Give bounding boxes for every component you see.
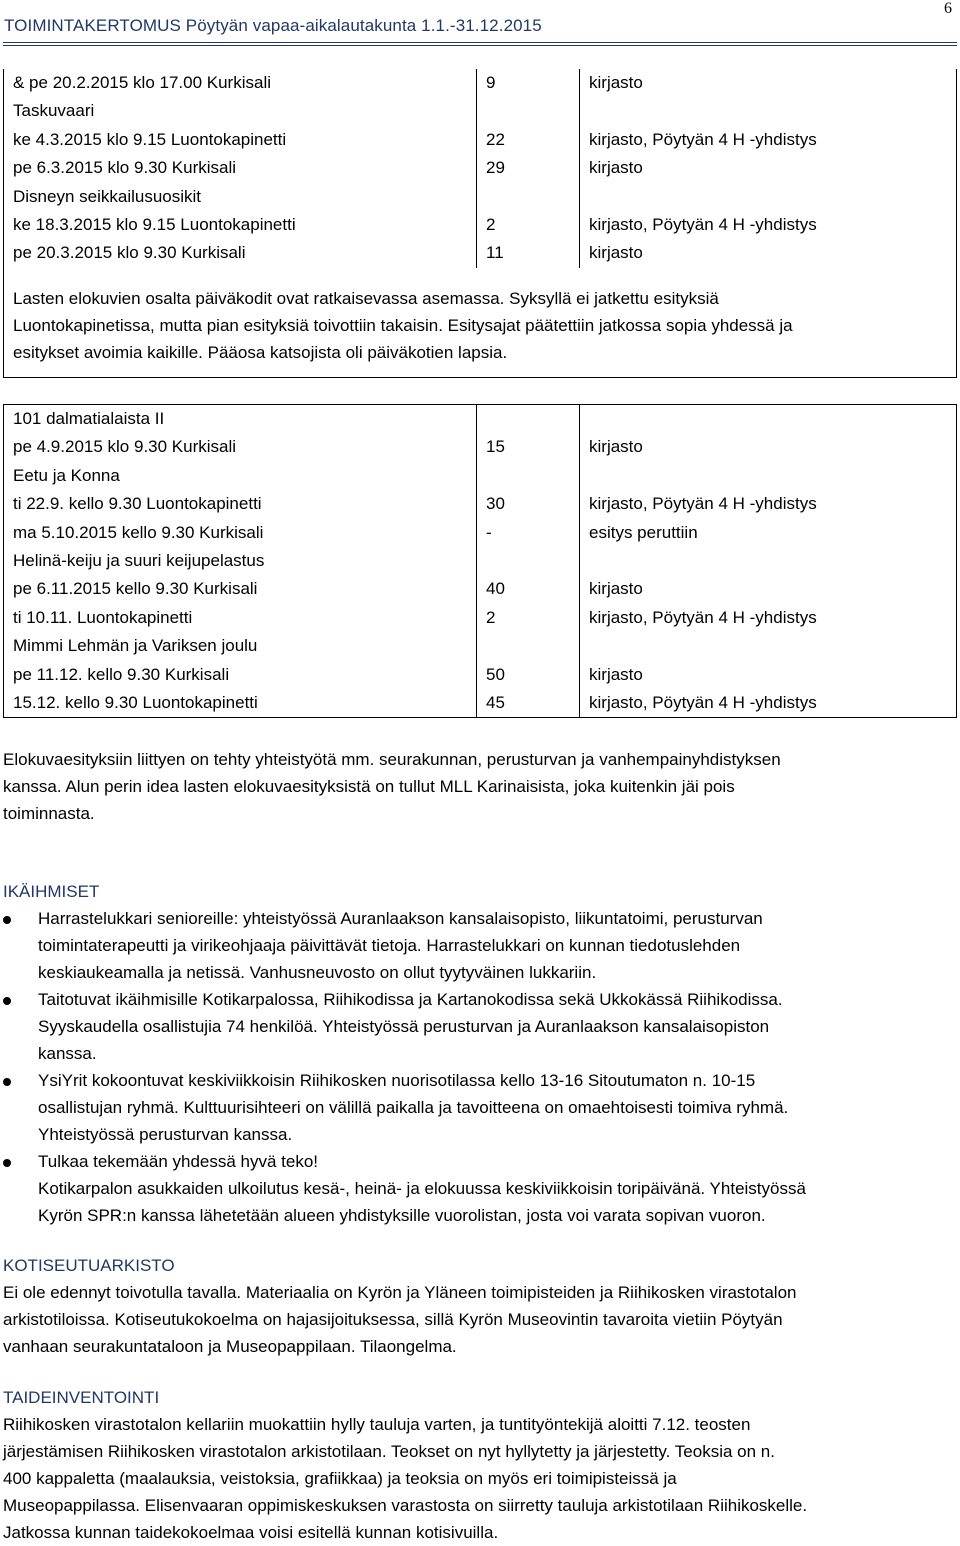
table-cell: - <box>477 519 580 547</box>
table-cell: 11 <box>477 239 580 267</box>
table-cell <box>477 97 580 125</box>
paragraph-line: vanhaan seurakuntataloon ja Museopappilaan. Tilaongelma. <box>3 1337 457 1356</box>
table-cell: 40 <box>477 575 580 603</box>
item-line: YsiYrit kokoontuvat keskiviikkoisin Riihikosken nuorisotilassa kello 13-16 Sitoutumaton n. 10-15 <box>38 1071 756 1090</box>
kotiseutuarkisto-paragraph <box>3 1279 953 1360</box>
item-line: kanssa. <box>38 1044 97 1063</box>
spring-note <box>3 268 957 378</box>
list-item <box>3 1148 953 1229</box>
table-row <box>4 547 957 575</box>
paragraph-line: toiminnasta. <box>3 804 95 823</box>
table-cell: kirjasto, Pöytyän 4 H -yhdistys <box>580 689 957 718</box>
cooperation-paragraph <box>3 746 953 827</box>
list-item <box>3 1067 953 1148</box>
table-cell <box>580 405 957 434</box>
table-cell: 15 <box>477 433 580 461</box>
table-row <box>4 239 957 267</box>
table-cell <box>580 547 957 575</box>
paragraph-line: arkistotiloissa. Kotiseutukokoelma on hajasijoituksessa, sillä Kyrön Museovintin tavaroita vietiin Pöytyän <box>3 1310 783 1329</box>
table-cell: kirjasto <box>580 69 957 97</box>
bullet-icon <box>3 1159 11 1167</box>
table-row <box>4 183 957 211</box>
table-cell: 30 <box>477 490 580 518</box>
table-row <box>4 490 957 518</box>
table-row <box>4 462 957 490</box>
table-row <box>4 661 957 689</box>
table-cell: kirjasto, Pöytyän 4 H -yhdistys <box>580 211 957 239</box>
table-cell <box>580 462 957 490</box>
paragraph-line: Ei ole edennyt toivotulla tavalla. Materiaalia on Kyrön ja Yläneen toimipisteiden ja Riihikosken virastotalon <box>3 1283 797 1302</box>
table-cell: kirjasto <box>580 239 957 267</box>
table-cell <box>477 183 580 211</box>
item-line: Taitotuvat ikäihmisille Kotikarpalossa, Riihikodissa ja Kartanokodissa sekä Ukkokässä Riihikodissa. <box>38 990 783 1009</box>
table-cell: pe 4.9.2015 klo 9.30 Kurkisali <box>4 433 477 461</box>
table-row <box>4 519 957 547</box>
page-number: 6 <box>944 0 952 17</box>
table-cell: pe 6.3.2015 klo 9.30 Kurkisali <box>4 154 477 182</box>
note-line: Lasten elokuvien osalta päiväkodit ovat ratkaisevassa asemassa. Syksyllä ei jatkettu esityksiä <box>13 289 719 308</box>
table-cell: kirjasto, Pöytyän 4 H -yhdistys <box>580 490 957 518</box>
table-cell: kirjasto <box>580 154 957 182</box>
header-rule <box>3 42 957 46</box>
table-cell: 101 dalmatialaista II <box>4 405 477 434</box>
table-row <box>4 126 957 154</box>
table-cell <box>580 183 957 211</box>
table-cell: kirjasto <box>580 433 957 461</box>
bullet-icon <box>3 1078 11 1086</box>
table-cell: Eetu ja Konna <box>4 462 477 490</box>
table-cell: ma 5.10.2015 kello 9.30 Kurkisali <box>4 519 477 547</box>
table-row <box>4 69 957 97</box>
table-cell: Taskuvaari <box>4 97 477 125</box>
table-row <box>4 154 957 182</box>
table-cell <box>477 462 580 490</box>
table-row <box>4 433 957 461</box>
table-cell: kirjasto, Pöytyän 4 H -yhdistys <box>580 604 957 632</box>
table-cell: ti 10.11. Luontokapinetti <box>4 604 477 632</box>
events-table-spring <box>3 69 957 268</box>
table-cell: 45 <box>477 689 580 718</box>
table-cell <box>477 405 580 434</box>
table-cell: 9 <box>477 69 580 97</box>
table-cell: ti 22.9. kello 9.30 Luontokapinetti <box>4 490 477 518</box>
paragraph-line: Jatkossa kunnan taidekokoelmaa voisi esitellä kunnan kotisivuilla. <box>3 1523 499 1542</box>
paragraph-line: järjestämisen Riihikosken virastotalon arkistotilaan. Teokset on nyt hyllytetty ja järjestetty. Teoksia on n. <box>3 1442 775 1461</box>
item-line: Kotikarpalon asukkaiden ulkoilutus kesä-, heinä- ja elokuussa keskiviikkoisin toripäivänä. Yhteistyössä <box>38 1179 806 1198</box>
paragraph-line: Museopappilassa. Elisenvaaran oppimiskeskuksen varastosta on siirretty tauluja arkistotilaan Riihikoskelle. <box>3 1496 808 1515</box>
table-cell: esitys peruttiin <box>580 519 957 547</box>
table-cell: & pe 20.2.2015 klo 17.00 Kurkisali <box>4 69 477 97</box>
table-cell: 2 <box>477 604 580 632</box>
table-cell: 22 <box>477 126 580 154</box>
paragraph-line: Riihikosken virastotalon kellariin muokattiin hylly tauluja varten, ja tuntityöntekijä aloitti 7.12. teosten <box>3 1415 751 1434</box>
table-cell: kirjasto <box>580 575 957 603</box>
list-item <box>3 986 953 1067</box>
taideinventointi-paragraph <box>3 1411 953 1546</box>
table-row <box>4 575 957 603</box>
table-cell: Mimmi Lehmän ja Variksen joulu <box>4 632 477 660</box>
item-line: Syyskaudella osallistujia 74 henkilöä. Yhteistyössä perusturvan ja Auranlaakson kansalaisopiston <box>38 1017 770 1036</box>
item-line: osallistujan ryhmä. Kulttuurisihteeri on välillä paikalla ja tavoitteena on omaehtoisesti toimiva ryhmä. <box>38 1098 789 1117</box>
table-row <box>4 632 957 660</box>
bullet-icon <box>3 997 11 1005</box>
table-cell: pe 11.12. kello 9.30 Kurkisali <box>4 661 477 689</box>
table-row <box>4 405 957 434</box>
section-heading-taideinventointi: TAIDEINVENTOINTI <box>3 1388 160 1407</box>
item-line: keskiaukeamalla ja netissä. Vanhusneuvosto on ollut tyytyväinen lukkariin. <box>38 963 597 982</box>
section-heading-ikaihmiset: IKÄIHMISET <box>3 882 100 901</box>
table-cell: 2 <box>477 211 580 239</box>
item-line: Harrastelukkari senioreille: yhteistyössä Auranlaakson kansalaisopisto, liikuntatoimi, perusturvan <box>38 909 763 928</box>
table-cell: ke 18.3.2015 klo 9.15 Luontokapinetti <box>4 211 477 239</box>
events-table-autumn <box>3 404 957 718</box>
item-line: toimintaterapeutti ja virikeohjaaja päivittävät tietoja. Harrastelukkari on kunnan tiedotuslehden <box>38 936 741 955</box>
section-heading-kotiseutuarkisto: KOTISEUTUARKISTO <box>3 1256 175 1275</box>
table-cell <box>477 632 580 660</box>
item-line: Yhteistyössä perusturvan kanssa. <box>38 1125 293 1144</box>
table-cell: kirjasto <box>580 661 957 689</box>
table-cell: Helinä-keiju ja suuri keijupelastus <box>4 547 477 575</box>
table-cell <box>477 547 580 575</box>
table-row <box>4 97 957 125</box>
table-row <box>4 604 957 632</box>
item-line: Tulkaa tekemään yhdessä hyvä teko! <box>38 1152 319 1171</box>
bullet-icon <box>3 916 11 924</box>
paragraph-line: kanssa. Alun perin idea lasten elokuvaesityksistä on tullut MLL Karinaisista, joka kuitenkin jäi pois <box>3 777 735 796</box>
note-line: Luontokapinetissa, mutta pian esityksiä toivottiin takaisin. Esitysajat päätettiin jatkossa sopia yhdessä ja <box>13 316 793 335</box>
table-cell: 50 <box>477 661 580 689</box>
document-header: TOIMINTAKERTOMUS Pöytyän vapaa-aikalautakunta 1.1.-31.12.2015 <box>4 16 542 35</box>
item-line: Kyrön SPR:n kanssa lähetetään alueen yhdistyksille vuorolistan, josta voi varata sopivan vuoron. <box>38 1206 766 1225</box>
table-cell: kirjasto, Pöytyän 4 H -yhdistys <box>580 126 957 154</box>
table-cell: 29 <box>477 154 580 182</box>
table-row <box>4 211 957 239</box>
ikaihmiset-list <box>3 905 953 1229</box>
table-cell: pe 20.3.2015 klo 9.30 Kurkisali <box>4 239 477 267</box>
table-cell <box>580 97 957 125</box>
note-line: esitykset avoimia kaikille. Pääosa katsojista oli päiväkotien lapsia. <box>13 343 508 362</box>
table-cell <box>580 632 957 660</box>
paragraph-line: Elokuvaesityksiin liittyen on tehty yhteistyötä mm. seurakunnan, perusturvan ja vanhempainyhdistyksen <box>3 750 781 769</box>
table-cell: ke 4.3.2015 klo 9.15 Luontokapinetti <box>4 126 477 154</box>
table-cell: Disneyn seikkailusuosikit <box>4 183 477 211</box>
paragraph-line: 400 kappaletta (maalauksia, veistoksia, grafiikkaa) ja teoksia on myös eri toimipisteissä ja <box>3 1469 677 1488</box>
table-cell: pe 6.11.2015 kello 9.30 Kurkisali <box>4 575 477 603</box>
table-cell: 15.12. kello 9.30 Luontokapinetti <box>4 689 477 718</box>
list-item <box>3 905 953 986</box>
table-row <box>4 689 957 718</box>
